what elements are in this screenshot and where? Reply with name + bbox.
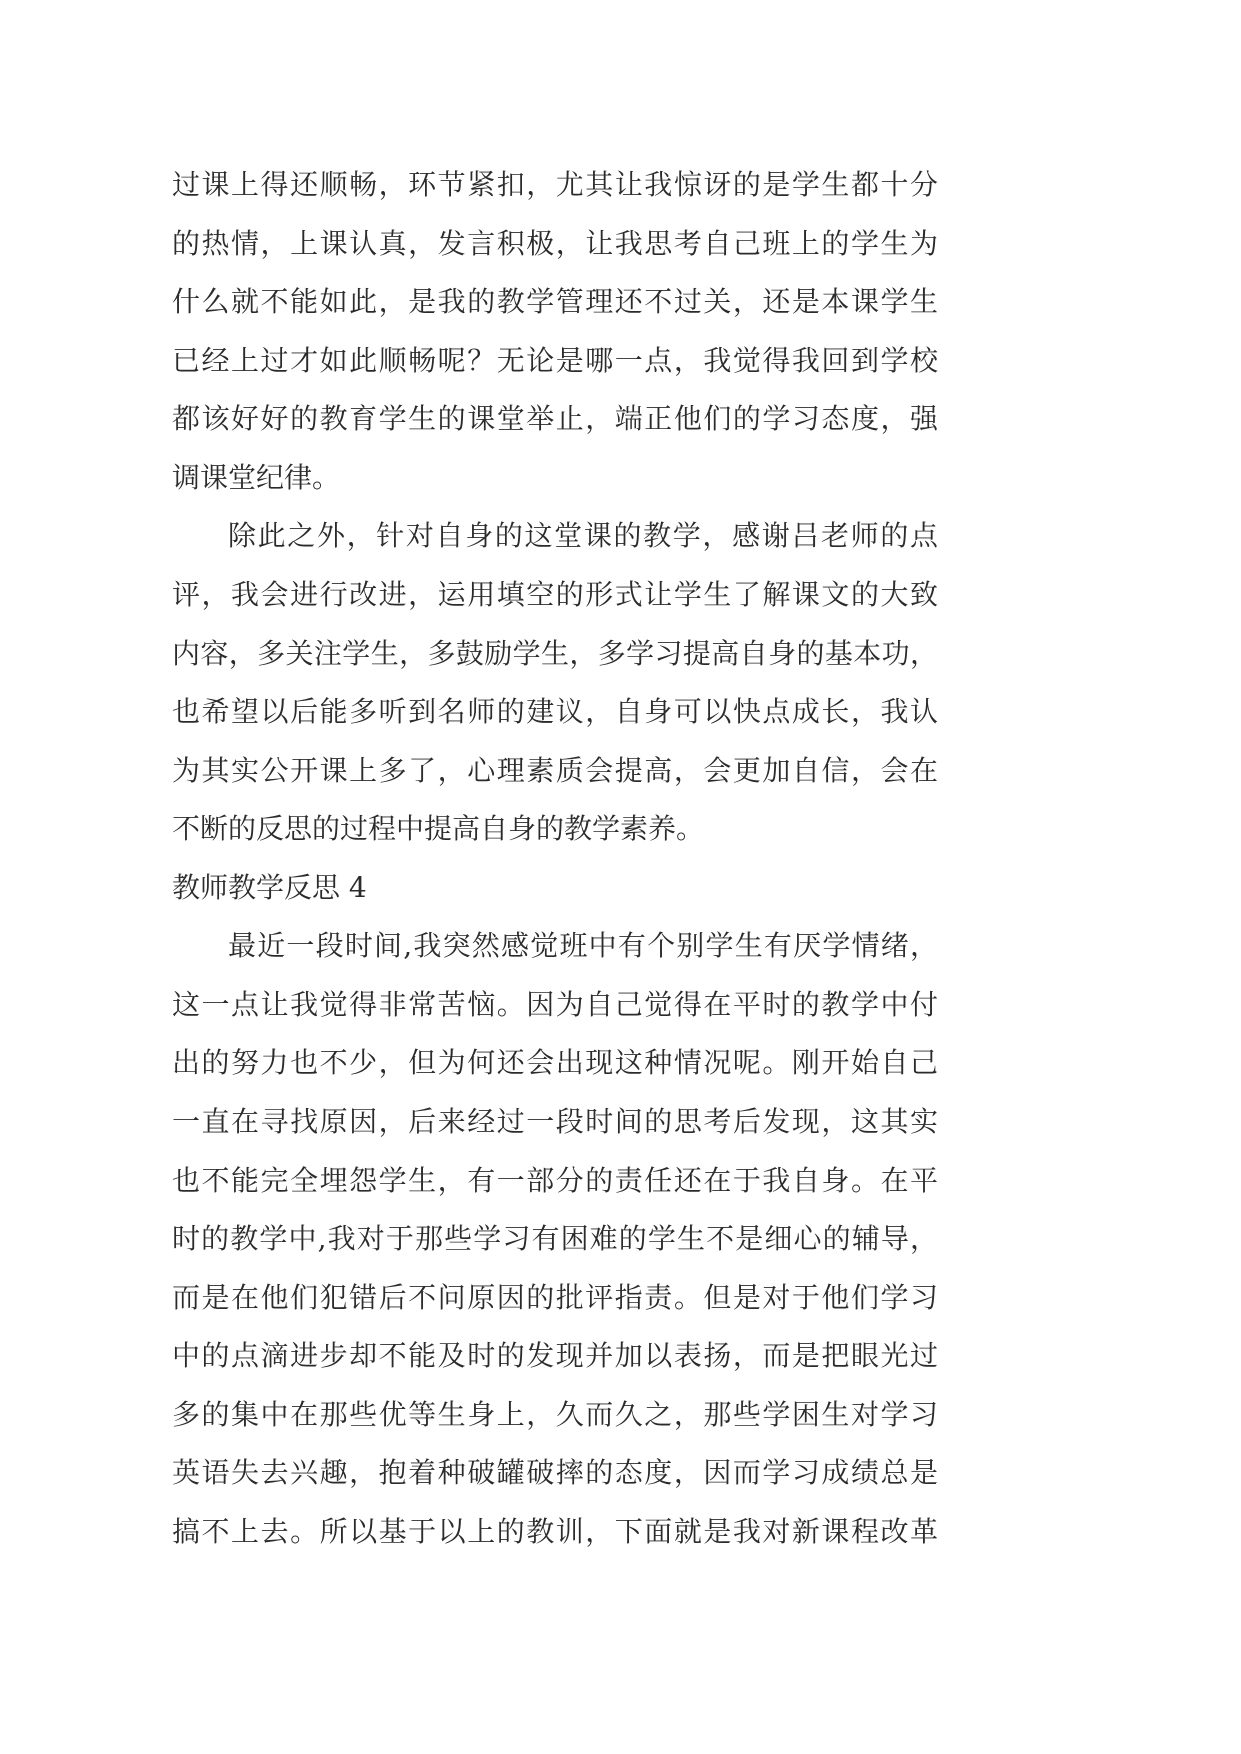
text-line: 多的集中在那些优等生身上，久而久之，那些学困生对学习	[172, 1397, 938, 1431]
text-line: 内容，多关注学生，多鼓励学生，多学习提高自身的基本功，	[172, 636, 938, 670]
text-line: 除此之外，针对自身的这堂课的教学，感谢吕老师的点	[228, 519, 938, 553]
text-line: 时的教学中,我对于那些学习有困难的学生不是细心的辅导，	[172, 1222, 938, 1256]
document-body	[172, 156, 938, 1562]
text-line: 也不能完全埋怨学生，有一部分的责任还在于我自身。在平	[172, 1163, 938, 1197]
text-line: 都该好好的教育学生的课堂举止，端正他们的学习态度，强	[172, 402, 938, 436]
text-line: 的热情，上课认真，发言积极，让我思考自己班上的学生为	[172, 226, 938, 260]
text-line: 出的努力也不少，但为何还会出现这种情况呢。刚开始自己	[172, 1046, 938, 1080]
text-line: 而是在他们犯错后不问原因的批评指责。但是对于他们学习	[172, 1280, 938, 1314]
paragraph	[172, 917, 938, 1561]
text-line: 已经上过才如此顺畅呢？无论是哪一点，我觉得我回到学校	[172, 343, 938, 377]
text-line: 为其实公开课上多了，心理素质会提高，会更加自信，会在	[172, 753, 938, 787]
text-line: 英语失去兴趣，抱着种破罐破摔的态度，因而学习成绩总是	[172, 1456, 938, 1490]
paragraph	[172, 507, 938, 858]
text-line: 一直在寻找原因，后来经过一段时间的思考后发现，这其实	[172, 1105, 938, 1138]
text-line: 中的点滴进步却不能及时的发现并加以表扬，而是把眼光过	[172, 1339, 938, 1373]
text-line: 评，我会进行改进，运用填空的形式让学生了解课文的大致	[172, 577, 938, 611]
text-line: 过课上得还顺畅，环节紧扣，尤其让我惊讶的是学生都十分	[172, 168, 938, 201]
text-line: 什么就不能如此，是我的教学管理还不过关，还是本课学生	[172, 285, 938, 319]
text-line: 不断的反思的过程中提高自身的教学素养。	[172, 812, 705, 846]
text-line: 也希望以后能多听到名师的建议，自身可以快点成长，我认	[172, 695, 938, 729]
text-line: 这一点让我觉得非常苦恼。因为自己觉得在平时的教学中付	[172, 987, 938, 1021]
section-heading: 教师教学反思 4	[172, 870, 367, 904]
paragraph	[172, 156, 938, 507]
text-line: 搞不上去。所以基于以上的教训，下面就是我对新课程改革	[172, 1514, 938, 1548]
text-line: 最近一段时间,我突然感觉班中有个别学生有厌学情绪，	[228, 929, 938, 963]
text-line: 调课堂纪律。	[172, 460, 341, 494]
